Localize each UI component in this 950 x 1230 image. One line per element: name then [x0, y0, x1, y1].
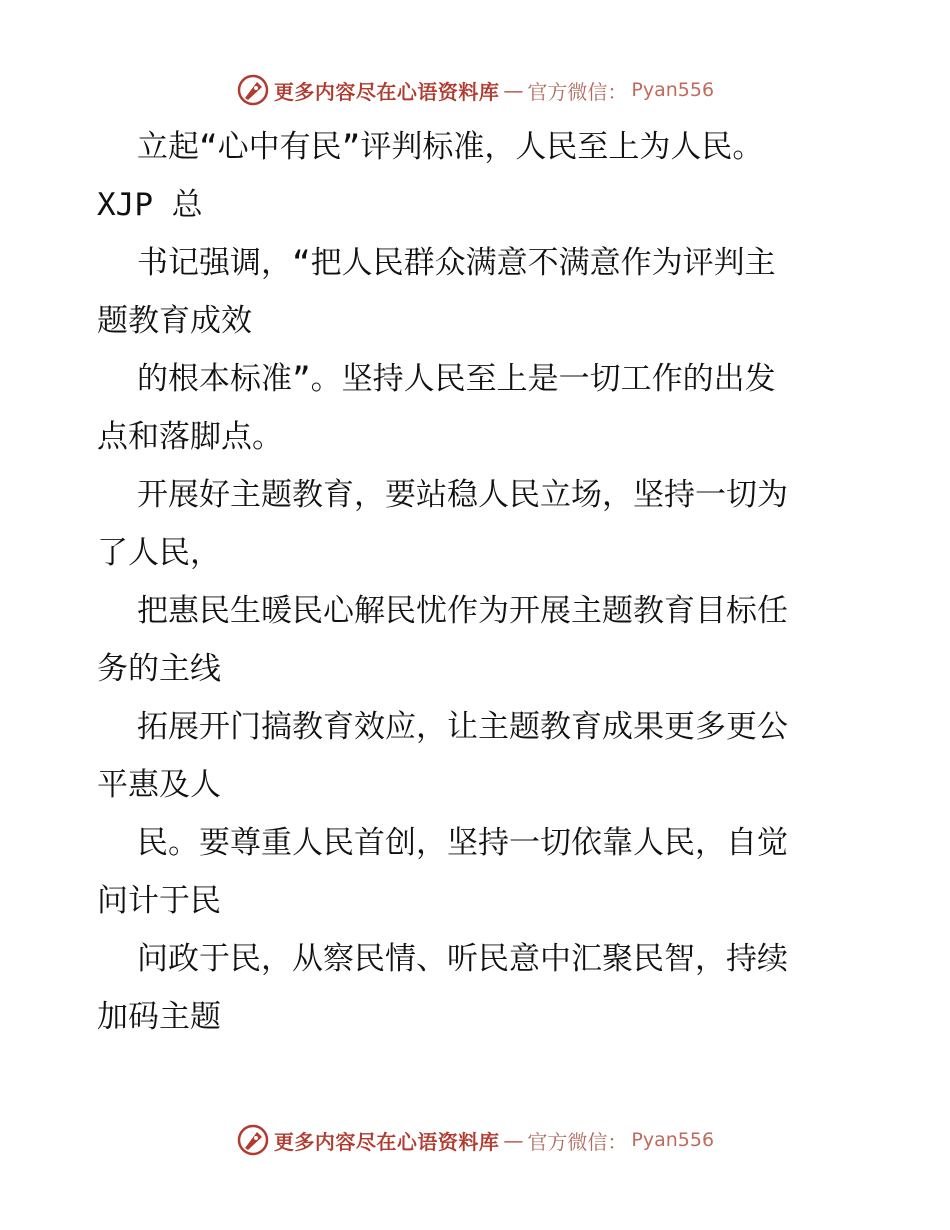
- text-line: 开展好主题教育，要站稳人民立场，坚持一切为: [137, 477, 788, 513]
- text-line: 题教育成效: [97, 303, 252, 339]
- text-line: 立起“心中有民”评判标准，人民至上为人民。: [137, 129, 764, 165]
- text-line: 的根本标准”。坚持人民至上是一切工作的出发: [137, 361, 776, 397]
- pen-nib-logo-icon: [236, 73, 270, 107]
- watermark-brand: 更多内容尽在心语资料库: [273, 79, 500, 104]
- text-line: 问政于民，从察民情、听民意中汇聚民智，持续: [137, 941, 788, 977]
- watermark-separator: —: [503, 1128, 524, 1152]
- footer-watermark: [0, 1122, 950, 1158]
- header-watermark: [0, 72, 950, 108]
- text-line: 把惠民生暖民心解民忧作为开展主题教育目标任: [137, 593, 788, 629]
- watermark-id: Pyan556: [631, 1129, 715, 1151]
- text-line: 民。要尊重人民首创，坚持一切依靠人民，自觉: [137, 825, 788, 861]
- text-line: 拓展开门搞教育效应，让主题教育成果更多更公: [137, 709, 788, 745]
- text-line: 书记强调，“把人民群众满意不满意作为评判主: [137, 245, 776, 281]
- watermark-label: 官方微信：: [527, 1129, 628, 1154]
- text-line: 点和落脚点。: [97, 419, 283, 455]
- watermark-separator: —: [503, 78, 524, 102]
- text-line: 加码主题: [97, 999, 221, 1035]
- watermark-brand: 更多内容尽在心语资料库: [273, 1129, 500, 1154]
- text-line: XJP 总: [97, 187, 203, 223]
- pen-nib-logo-icon: [236, 1123, 270, 1157]
- text-line: 务的主线: [97, 651, 221, 687]
- watermark-label: 官方微信：: [527, 79, 628, 104]
- document-body: [97, 118, 857, 1046]
- text-line: 问计于民: [97, 883, 221, 919]
- text-line: 平惠及人: [97, 767, 221, 803]
- text-line: 了人民，: [97, 535, 221, 571]
- watermark-id: Pyan556: [631, 79, 715, 101]
